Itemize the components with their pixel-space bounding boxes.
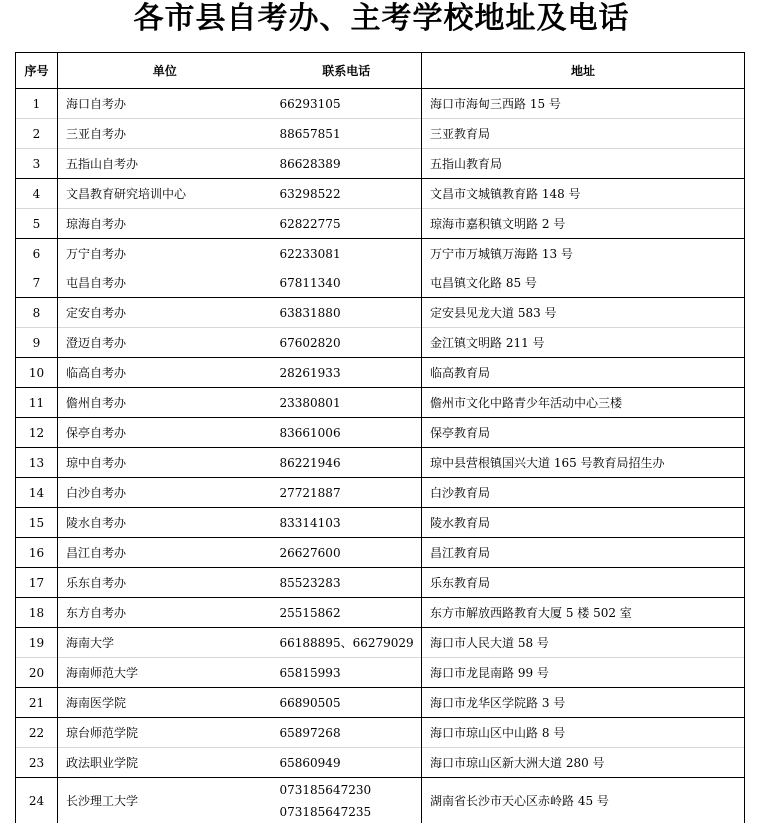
row-tel: 65897268: [272, 718, 422, 748]
row-no: 15: [16, 508, 58, 538]
table-header-row: [16, 53, 745, 89]
row-no: 16: [16, 538, 58, 568]
row-unit: 白沙自考办: [58, 478, 272, 508]
table-row: [16, 748, 745, 778]
table-row: [16, 538, 745, 568]
row-addr: 昌江教育局: [422, 538, 745, 568]
table-row: [16, 179, 745, 209]
table-row: [16, 119, 745, 149]
row-no: 8: [16, 298, 58, 328]
row-tel: 62233081: [272, 239, 422, 269]
row-addr: 海口市琼山区中山路 8 号: [422, 718, 745, 748]
row-unit: 琼海自考办: [58, 209, 272, 239]
row-addr: 屯昌镇文化路 85 号: [422, 268, 745, 298]
row-addr: 海口市海甸三西路 15 号: [422, 89, 745, 119]
row-no: 21: [16, 688, 58, 718]
row-tel-line: 073185647230: [279, 782, 372, 797]
row-no: 17: [16, 568, 58, 598]
row-unit: 东方自考办: [58, 598, 272, 628]
table-body: [16, 89, 745, 824]
header-tel: 联系电话: [272, 53, 422, 89]
row-tel: 27721887: [272, 478, 422, 508]
row-no: 1: [16, 89, 58, 119]
row-no: 6: [16, 239, 58, 269]
row-addr: 海口市龙华区学院路 3 号: [422, 688, 745, 718]
row-unit: 乐东自考办: [58, 568, 272, 598]
row-addr: 东方市解放西路教育大厦 5 楼 502 室: [422, 598, 745, 628]
row-tel: 66188895、66279029: [272, 628, 422, 658]
row-no: 3: [16, 149, 58, 179]
row-addr: 保亭教育局: [422, 418, 745, 448]
table-row: [16, 388, 745, 418]
row-tel: 67811340: [272, 268, 422, 298]
row-unit: 长沙理工大学: [58, 778, 272, 824]
row-unit: 政法职业学院: [58, 748, 272, 778]
row-unit: 临高自考办: [58, 358, 272, 388]
table-row: [16, 778, 745, 824]
row-unit: 陵水自考办: [58, 508, 272, 538]
row-addr: 定安县见龙大道 583 号: [422, 298, 745, 328]
row-tel: 25515862: [272, 598, 422, 628]
row-addr: 金江镇文明路 211 号: [422, 328, 745, 358]
row-no: 20: [16, 658, 58, 688]
row-no: 13: [16, 448, 58, 478]
row-tel: 83661006: [272, 418, 422, 448]
row-unit: 定安自考办: [58, 298, 272, 328]
table-row: [16, 448, 745, 478]
table-row: [16, 598, 745, 628]
row-no: 10: [16, 358, 58, 388]
row-tel: 85523283: [272, 568, 422, 598]
row-addr: 儋州市文化中路青少年活动中心三楼: [422, 388, 745, 418]
row-addr: 海口市人民大道 58 号: [422, 628, 745, 658]
row-unit: 万宁自考办: [58, 239, 272, 269]
table-row: [16, 358, 745, 388]
table-row: [16, 298, 745, 328]
row-no: 5: [16, 209, 58, 239]
table-row: [16, 239, 745, 269]
row-no: 4: [16, 179, 58, 209]
row-unit: 琼台师范学院: [58, 718, 272, 748]
row-no: 12: [16, 418, 58, 448]
row-tel: 66890505: [272, 688, 422, 718]
row-unit: 保亭自考办: [58, 418, 272, 448]
row-no: 23: [16, 748, 58, 778]
table-row: [16, 508, 745, 538]
row-addr: 湖南省长沙市天心区赤岭路 45 号: [422, 778, 745, 824]
row-addr: 海口市琼山区新大洲大道 280 号: [422, 748, 745, 778]
row-tel: 66293105: [272, 89, 422, 119]
row-tel: 83314103: [272, 508, 422, 538]
row-unit: 海南医学院: [58, 688, 272, 718]
row-tel: 65860949: [272, 748, 422, 778]
row-no: 18: [16, 598, 58, 628]
row-addr: 万宁市万城镇万海路 13 号: [422, 239, 745, 269]
row-no: 11: [16, 388, 58, 418]
row-no: 19: [16, 628, 58, 658]
row-tel: 28261933: [272, 358, 422, 388]
row-addr: 海口市龙昆南路 99 号: [422, 658, 745, 688]
row-no: 22: [16, 718, 58, 748]
table-row: [16, 718, 745, 748]
row-addr: 五指山教育局: [422, 149, 745, 179]
row-unit: 海南大学: [58, 628, 272, 658]
row-tel: 88657851: [272, 119, 422, 149]
table-row: [16, 568, 745, 598]
row-no: 7: [16, 268, 58, 298]
table-row: [16, 628, 745, 658]
row-no: 14: [16, 478, 58, 508]
row-unit: 琼中自考办: [58, 448, 272, 478]
row-tel: 23380801: [272, 388, 422, 418]
header-addr: 地址: [422, 53, 745, 89]
row-unit: 昌江自考办: [58, 538, 272, 568]
table-row: [16, 89, 745, 119]
row-no: 2: [16, 119, 58, 149]
row-addr: 乐东教育局: [422, 568, 745, 598]
header-unit: 单位: [58, 53, 272, 89]
row-unit: 屯昌自考办: [58, 268, 272, 298]
row-tel: 63831880: [272, 298, 422, 328]
row-addr: 临高教育局: [422, 358, 745, 388]
row-addr: 文昌市文城镇教育路 148 号: [422, 179, 745, 209]
row-unit: 海口自考办: [58, 89, 272, 119]
row-unit: 澄迈自考办: [58, 328, 272, 358]
page-title: 各市县自考办、主考学校地址及电话: [133, 1, 630, 36]
row-addr: 琼海市嘉积镇文明路 2 号: [422, 209, 745, 239]
row-tel: 86628389: [272, 149, 422, 179]
table-row: [16, 418, 745, 448]
row-unit: 儋州自考办: [58, 388, 272, 418]
row-tel: 67602820: [272, 328, 422, 358]
row-tel: 65815993: [272, 658, 422, 688]
table-row: [16, 268, 745, 298]
row-no: 24: [16, 778, 58, 824]
table-row: [16, 149, 745, 179]
row-unit: 海南师范大学: [58, 658, 272, 688]
row-no: 9: [16, 328, 58, 358]
row-unit: 文昌教育研究培训中心: [58, 179, 272, 209]
table-row: [16, 209, 745, 239]
row-addr: 三亚教育局: [422, 119, 745, 149]
row-tel: 86221946: [272, 448, 422, 478]
table-row: [16, 328, 745, 358]
row-tel-line: 073185647235: [279, 804, 372, 819]
row-tel: 26627600: [272, 538, 422, 568]
row-tel: [272, 778, 422, 824]
header-no: 序号: [16, 53, 58, 89]
row-addr: 琼中县营根镇国兴大道 165 号教育局招生办: [422, 448, 745, 478]
row-unit: 三亚自考办: [58, 119, 272, 149]
row-addr: 陵水教育局: [422, 508, 745, 538]
row-addr: 白沙教育局: [422, 478, 745, 508]
contact-table: [15, 52, 745, 823]
table-row: [16, 478, 745, 508]
table-row: [16, 688, 745, 718]
row-unit: 五指山自考办: [58, 149, 272, 179]
table-row: [16, 658, 745, 688]
row-tel: 63298522: [272, 179, 422, 209]
row-tel: 62822775: [272, 209, 422, 239]
